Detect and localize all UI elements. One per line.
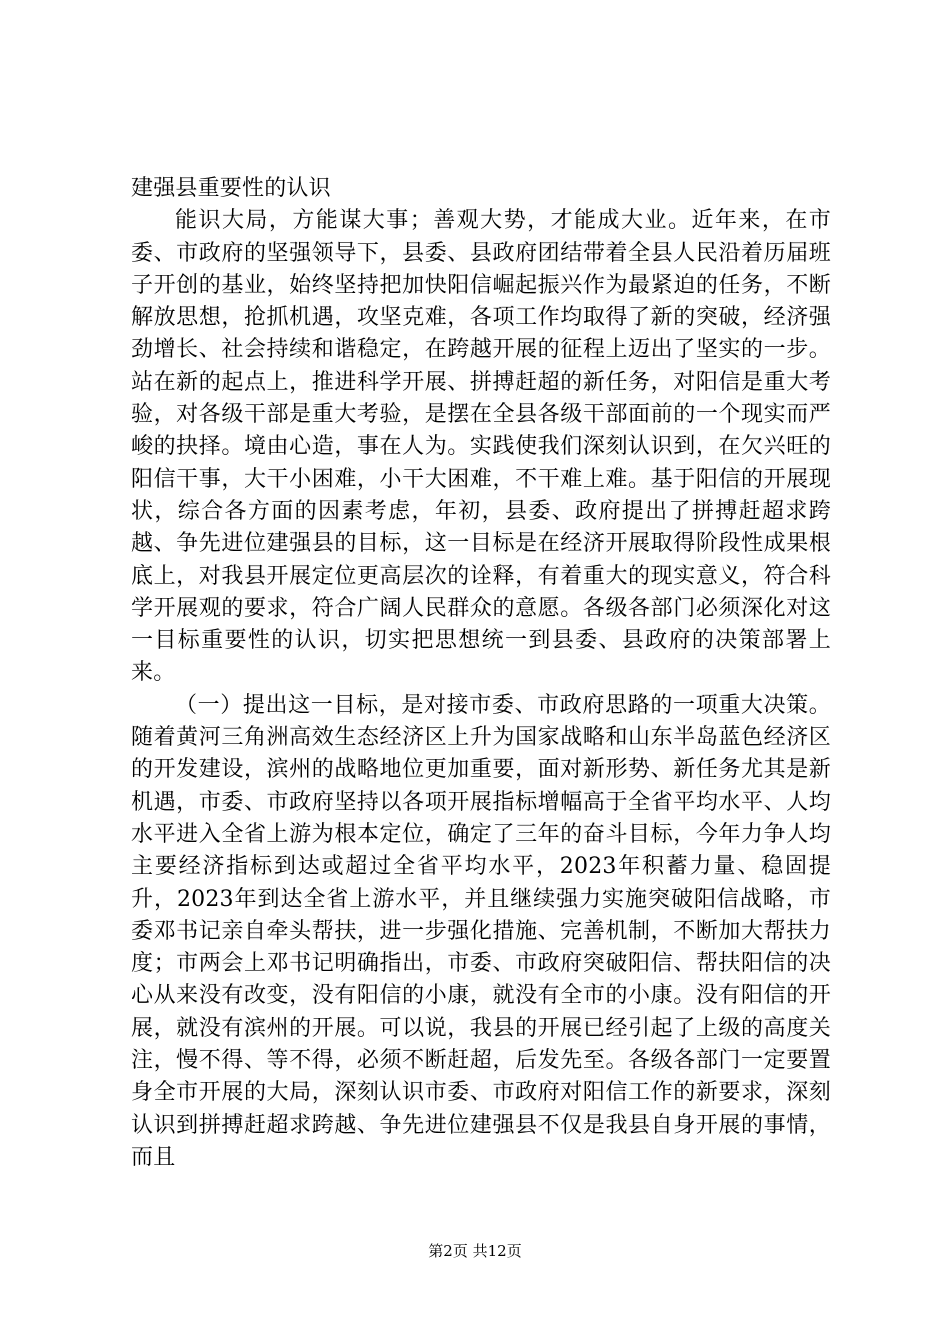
document-body <box>131 173 831 1174</box>
paragraph-section-one: （一）提出这一目标，是对接市委、市政府思路的一项重大决策。随着黄河三角洲高效生态经济区上升为国家战略和山东半岛蓝色经济区的开发建设，滨州的战略地位更加重要，面对新形势、新任务尤其是新机遇，市委、市政府坚持以各项开展指标增幅高于全省平均水平、人均水平进入全省上游为根本定位，确定了三年的奋斗目标，今年力争人均主要经济指标到达或超过全省平均水平，2023年积蓄力量、稳固提升，2023年到达全省上游水平，并且继续强力实施突破阳信战略，市委邓书记亲自牵头帮扶，进一步强化措施、完善机制，不断加大帮扶力度；市两会上邓书记明确指出，市委、市政府突破阳信、帮扶阳信的决心从来没有改变，没有阳信的小康，就没有全市的小康。没有阳信的开展，就没有滨州的开展。可以说，我县的开展已经引起了上级的高度关注，慢不得、等不得，必须不断赶超，后发先至。各级各部门一定要置身全市开展的大局，深刻认识市委、市政府对阳信工作的新要求，深刻认识到拼搏赶超求跨越、争先进位建强县不仅是我县自身开展的事情，而且 <box>131 692 831 1170</box>
page-number-footer: 第2页 共12页 <box>428 1242 522 1260</box>
heading-fragment: 建强县重要性的认识 <box>131 176 331 201</box>
paragraph-intro: 能识大局，方能谋大事；善观大势，才能成大业。近年来，在市委、市政府的坚强领导下，县委、县政府团结带着全县人民沿着历届班子开创的基业，始终坚持把加快阳信崛起振兴作为最紧迫的任务，不断解放思想，抢抓机遇，攻坚克难，各项工作均取得了新的突破，经济强劲增长、社会持续和谐稳定，在跨越开展的征程上迈出了坚实的一步。站在新的起点上，推进科学开展、拼搏赶超的新任务，对阳信是重大考验，对各级干部是重大考验，是摆在全县各级干部面前的一个现实而严峻的抉择。境由心造，事在人为。实践使我们深刻认识到，在欠兴旺的阳信干事，大干小困难，小干大困难，不干难上难。基于阳信的开展现状，综合各方面的因素考虑，年初，县委、政府提出了拼搏赶超求跨越、争先进位建强县的目标，这一目标是在经济开展取得阶段性成果根底上，对我县开展定位更高层次的诠释，有着重大的现实意义，符合科学开展观的要求，符合广阔人民群众的意愿。各级各部门必须深化对这一目标重要性的认识，切实把思想统一到县委、县政府的决策部署上来。 <box>131 208 831 686</box>
